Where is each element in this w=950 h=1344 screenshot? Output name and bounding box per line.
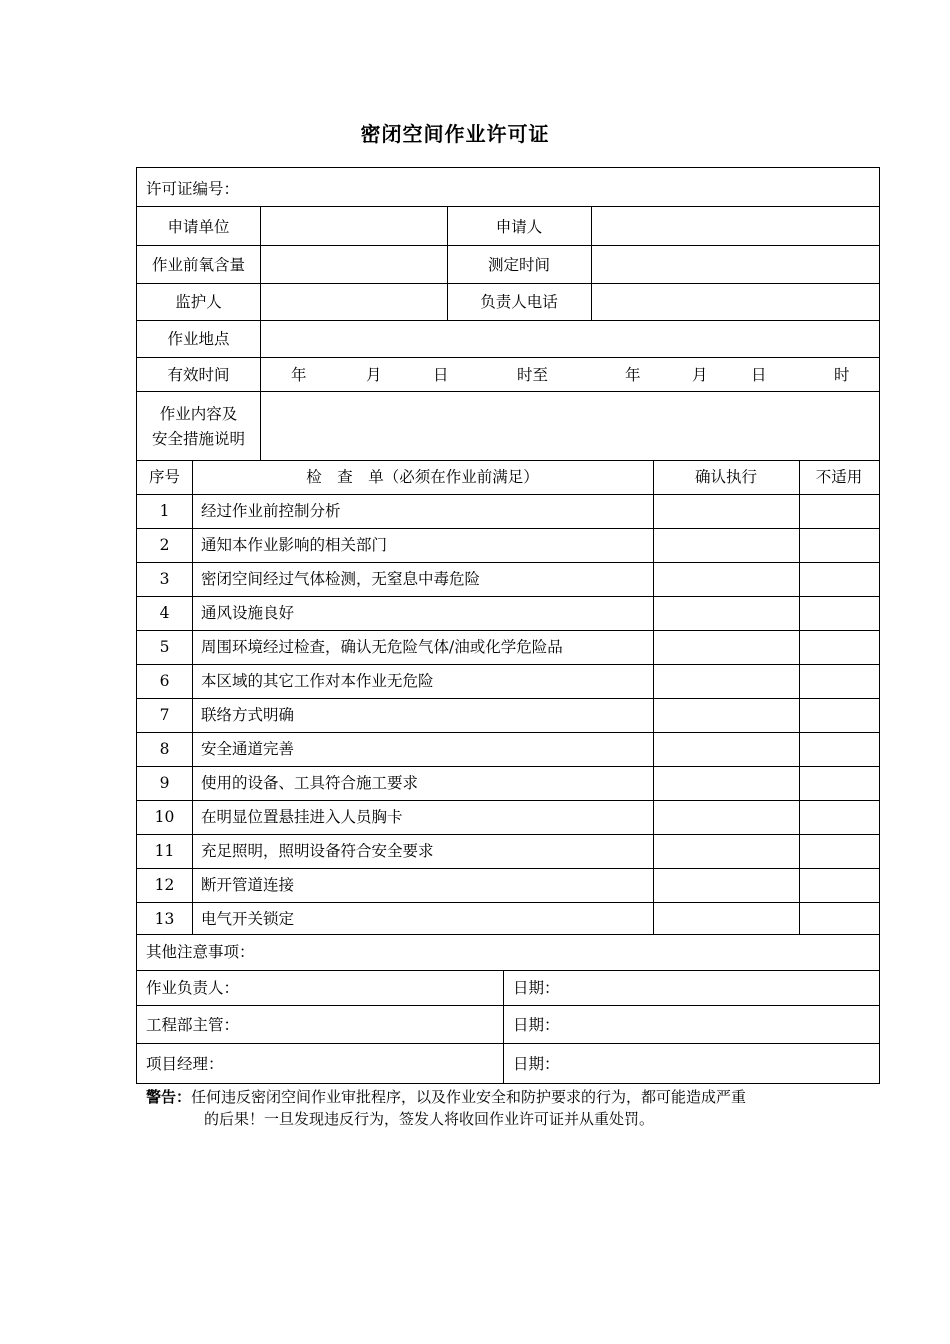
valid-time-label: 有效时间: [167, 366, 230, 384]
content-label-line2: 安全措施说明: [151, 430, 245, 448]
checklist-row-text: 在明显位置悬挂进入人员胸卡: [201, 808, 403, 826]
checklist-row-number: 6: [159, 672, 170, 690]
checklist-row-number: 9: [159, 774, 170, 792]
col-header-item: 检 查 单（必须在作业前满足）: [306, 468, 539, 486]
warning-line2: 的后果！一旦发现违反行为，签发人将收回作业许可证并从重处罚。: [204, 1110, 655, 1128]
checklist-row-text: 密闭空间经过气体检测，无窒息中毒危险: [201, 570, 481, 588]
col-divider: [192, 460, 193, 934]
row-divider: [137, 562, 879, 563]
other-notes-label: 其他注意事项：: [146, 943, 255, 961]
row-divider: [137, 698, 879, 699]
valid-time-day: 日: [433, 366, 449, 384]
col-divider: [260, 206, 261, 460]
valid-time-month-end: 月: [692, 366, 708, 384]
checklist-row-text: 通知本作业影响的相关部门: [201, 536, 388, 554]
row-divider: [137, 245, 879, 246]
col-divider: [653, 460, 654, 934]
row-divider: [137, 528, 879, 529]
row-divider: [137, 970, 879, 971]
checklist-row-text: 使用的设备、工具符合施工要求: [201, 774, 419, 792]
applicant-label: 申请人: [495, 218, 543, 236]
signature-role: 工程部主管：: [146, 1016, 240, 1034]
row-divider: [137, 630, 879, 631]
valid-time-year: 年: [291, 366, 307, 384]
signature-role: 项目经理：: [146, 1055, 224, 1073]
location-label: 作业地点: [167, 330, 230, 348]
checklist-row-number: 7: [159, 706, 170, 724]
checklist-row-number: 1: [159, 502, 170, 520]
checklist-row-text: 本区域的其它工作对本作业无危险: [201, 672, 434, 690]
valid-time-day-end: 日: [751, 366, 767, 384]
row-divider: [137, 320, 879, 321]
row-divider: [137, 766, 879, 767]
col-header-no: 序号: [148, 468, 180, 486]
checklist-row-text: 安全通道完善: [201, 740, 295, 758]
permit-form: [136, 167, 880, 1084]
warning-label: 警告：: [146, 1088, 192, 1106]
applicant-unit-label: 申请单位: [167, 218, 230, 236]
permit-number-label: 许可证编号：: [146, 180, 240, 198]
content-label-line1: 作业内容及: [159, 405, 238, 423]
signature-date: 日期：: [513, 1016, 560, 1034]
guardian-label: 监护人: [175, 293, 222, 311]
row-divider: [137, 494, 879, 495]
page-title: 密闭空间作业许可证: [360, 122, 550, 146]
row-divider: [137, 357, 879, 358]
valid-time-year-end: 年: [625, 366, 641, 384]
checklist-row-number: 11: [154, 842, 175, 860]
valid-time-hour-end: 时: [834, 366, 850, 384]
signature-role: 作业负责人：: [146, 979, 240, 997]
row-divider: [137, 460, 879, 461]
row-divider: [137, 206, 879, 207]
col-divider: [799, 460, 800, 934]
checklist-row-number: 4: [159, 604, 170, 622]
checklist-row-text: 电气开关锁定: [201, 910, 295, 928]
checklist-row-number: 10: [154, 808, 175, 826]
warning-note: [146, 1086, 746, 1130]
checklist-row-text: 联络方式明确: [201, 706, 295, 724]
checklist-row-text: 充足照明，照明设备符合安全要求: [201, 842, 434, 860]
checklist-row-number: 3: [159, 570, 170, 588]
row-divider: [137, 664, 879, 665]
oxygen-content-label: 作业前氧含量: [151, 256, 245, 274]
row-divider: [137, 934, 879, 935]
row-divider: [137, 1005, 879, 1006]
row-divider: [137, 1043, 879, 1044]
checklist-row-number: 5: [159, 638, 170, 656]
col-header-na: 不适用: [815, 468, 863, 486]
checklist-row-text: 周围环境经过检查，确认无危险气体/油或化学危险品: [201, 638, 563, 656]
row-divider: [137, 732, 879, 733]
signature-date: 日期：: [513, 979, 560, 997]
row-divider: [137, 868, 879, 869]
col-header-confirm: 确认执行: [694, 468, 757, 486]
valid-time-to: 时至: [517, 366, 549, 384]
checklist-row-number: 8: [159, 740, 170, 758]
valid-time-month: 月: [366, 366, 382, 384]
measure-time-label: 测定时间: [487, 256, 550, 274]
checklist-row-text: 经过作业前控制分析: [201, 502, 341, 520]
col-divider: [503, 970, 504, 1083]
leader-phone-label: 负责人电话: [480, 293, 558, 311]
col-divider: [591, 206, 592, 320]
checklist-row-number: 13: [154, 910, 175, 928]
checklist-row-number: 12: [154, 876, 175, 894]
warning-line1: 任何违反密闭空间作业审批程序，以及作业安全和防护要求的行为，都可能造成严重: [191, 1088, 747, 1106]
signature-date: 日期：: [513, 1055, 560, 1073]
checklist-row-number: 2: [159, 536, 170, 554]
row-divider: [137, 902, 879, 903]
row-divider: [137, 391, 879, 392]
checklist-row-text: 断开管道连接: [201, 876, 295, 894]
row-divider: [137, 283, 879, 284]
row-divider: [137, 834, 879, 835]
row-divider: [137, 596, 879, 597]
checklist-row-text: 通风设施良好: [201, 604, 295, 622]
row-divider: [137, 800, 879, 801]
